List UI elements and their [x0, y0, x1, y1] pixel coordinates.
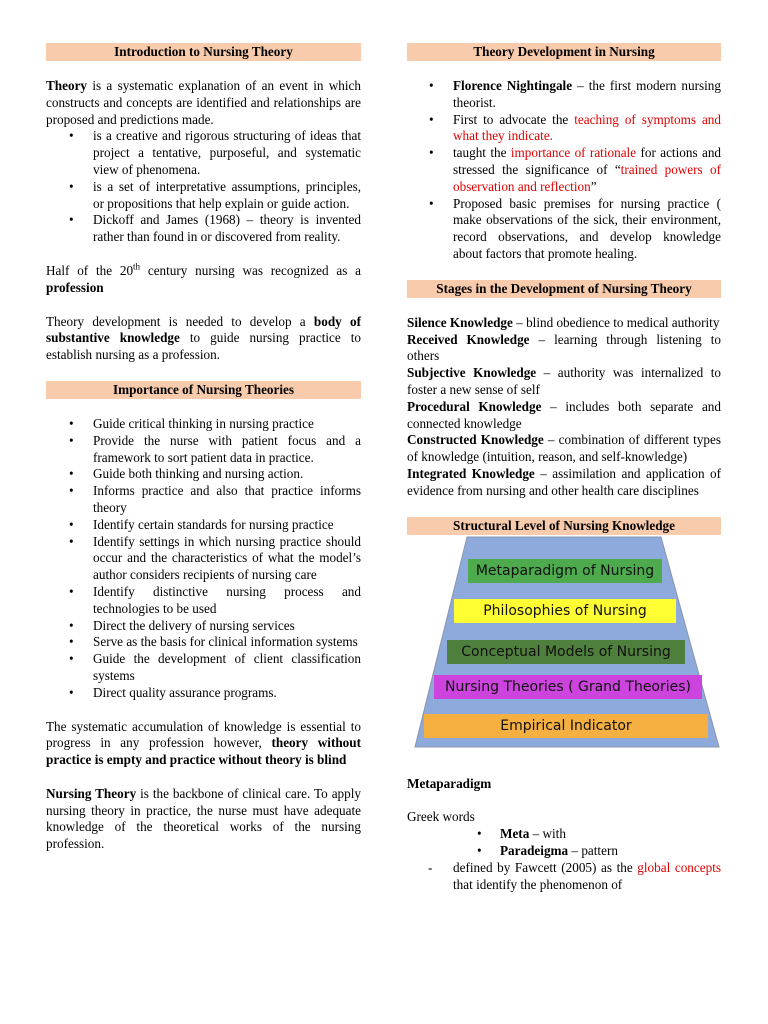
- greek-desc: – pattern: [568, 842, 618, 858]
- level-philosophies: Philosophies of Nursing: [454, 599, 676, 623]
- development-paragraph: [46, 314, 361, 364]
- theory-definition-text: is a systematic explanation of an event in which constructs and concepts are identified and relationships are proposed and predictions made.: [46, 78, 361, 127]
- list-item: • Guide critical thinking in nursing practice: [46, 416, 361, 433]
- theory-definition: [46, 78, 361, 128]
- advocate-text-a: First to advocate the: [453, 111, 575, 127]
- profession-term: profession: [46, 279, 104, 295]
- superscript-th: th: [133, 261, 141, 272]
- stage-item: [407, 432, 721, 466]
- greek-words-intro: Greek words: [407, 809, 475, 825]
- body-knowledge-term: body of substantive knowledge: [46, 313, 361, 346]
- taught-text-b: for actions and stressed the significance of “: [453, 145, 722, 177]
- global-concepts-highlight: global concepts: [637, 859, 721, 875]
- knowledge-pyramid-diagram: [407, 535, 721, 751]
- list-item: [407, 826, 721, 843]
- list-item: • Proposed basic premises for nursing practice ( make observations of the sick, their environment, record observations, and develop knowledge about factors that promote healing.: [407, 196, 721, 263]
- theory-practice-quote: theory without practice is empty and practice without theory is blind: [46, 735, 361, 768]
- nightingale-desc: – the first modern nursing theorist.: [453, 78, 721, 110]
- advocate-text-b: .: [549, 128, 553, 144]
- list-item: [407, 112, 721, 146]
- metaparadigm-title-text: Metaparadigm: [407, 775, 492, 791]
- stage-term: Received Knowledge: [407, 331, 530, 347]
- development-heading: Theory Development in Nursing: [407, 43, 721, 61]
- accumulation-text: The systematic accumulation of knowledge is essential to progress in any profession however,: [46, 718, 361, 751]
- profession-text-a: Half of the 20: [46, 262, 134, 278]
- stage-item: [407, 399, 721, 433]
- level-empirical-indicator: Empirical Indicator: [424, 714, 708, 738]
- list-item: • Identify certain standards for nursing practice: [46, 517, 361, 534]
- list-item: • Informs practice and also that practice informs theory: [46, 483, 361, 517]
- stages-list: [407, 315, 721, 500]
- list-item: • Serve as the basis for clinical information systems: [46, 634, 361, 651]
- greek-words-list: [407, 826, 721, 860]
- level-metaparadigm: Metaparadigm of Nursing: [468, 559, 662, 583]
- stage-term: Integrated Knowledge: [407, 465, 535, 481]
- stage-item: [407, 315, 721, 332]
- left-column: [46, 43, 361, 853]
- stage-term: Silence Knowledge: [407, 314, 513, 330]
- taught-text-a: taught the: [453, 145, 511, 161]
- stage-desc: – includes both separate and connected knowledge: [407, 398, 721, 431]
- fawcett-text-b: that identify the phenomenon of: [453, 876, 623, 892]
- profession-text-b: century nursing was recognized as a: [140, 262, 362, 278]
- importance-bullets: [46, 416, 361, 702]
- list-item: [407, 843, 721, 860]
- stage-item: [407, 365, 721, 399]
- stage-item: [407, 332, 721, 366]
- list-item: • Direct quality assurance programs.: [46, 685, 361, 702]
- list-item: • Identify distinctive nursing process and technologies to be used: [46, 584, 361, 618]
- stage-desc: – authority was internalized to foster a new sense of self: [407, 365, 721, 397]
- fawcett-definition: [407, 860, 721, 894]
- list-item: • Guide both thinking and nursing action.: [46, 466, 361, 483]
- stage-term: Constructed Knowledge: [407, 432, 544, 448]
- stage-term: Procedural Knowledge: [407, 398, 542, 414]
- greek-desc: – with: [529, 826, 566, 842]
- stage-item: [407, 466, 721, 500]
- greek-term: Paradeigma: [500, 842, 569, 858]
- list-item: • Guide the development of client classification systems: [46, 651, 361, 685]
- development-text-b: to guide nursing practice to establish nursing as a profession.: [46, 330, 362, 363]
- list-item: • is a creative and rigorous structuring of ideas that project a tentative, purposeful, and systematic view of phenomena.: [46, 128, 361, 178]
- right-column: [407, 43, 721, 893]
- theory-bullets: [46, 128, 361, 246]
- profession-paragraph: [46, 263, 361, 297]
- nightingale-bullets: [407, 78, 721, 263]
- fawcett-text-a: defined by Fawcett (2005) as the: [453, 859, 638, 875]
- list-item: • Direct the delivery of nursing services: [46, 618, 361, 635]
- nursing-theory-term: Nursing Theory: [46, 785, 137, 801]
- greek-term: Meta: [500, 826, 530, 842]
- list-item: • Provide the nurse with patient focus and a framework to sort patient data in practice.: [46, 433, 361, 467]
- stage-desc: – combination of different types of knowledge (intuition, reason, and self-knowledge): [407, 432, 722, 465]
- list-item: [407, 78, 721, 112]
- backbone-text: is the backbone of clinical care. To apply nursing theory in practice, the nurse must have adequate knowledge of the theoretical works of the nursing profession.: [46, 785, 361, 852]
- list-item: • is a set of interpretative assumptions, principles, or propositions that help explain or guide action.: [46, 179, 361, 213]
- metaparadigm-title: [407, 776, 721, 793]
- symptoms-highlight: teaching of symptoms and what they indicate: [453, 111, 721, 144]
- level-nursing-theories: Nursing Theories ( Grand Theories): [434, 675, 702, 699]
- backbone-paragraph: [46, 786, 361, 853]
- list-item: • Dickoff and James (1968) – theory is invented rather than found in or discovered from reality.: [46, 212, 361, 246]
- accumulation-paragraph: [46, 719, 361, 769]
- level-conceptual-models: Conceptual Models of Nursing: [447, 640, 685, 664]
- stage-term: Subjective Knowledge: [407, 365, 537, 381]
- nightingale-term: Florence Nightingale: [453, 78, 573, 93]
- structural-heading: Structural Level of Nursing Knowledge: [407, 517, 721, 535]
- development-text-a: Theory development is needed to develop a: [46, 313, 314, 329]
- theory-term: Theory: [46, 78, 88, 93]
- taught-text-c: ”: [590, 178, 597, 194]
- stages-heading: Stages in the Development of Nursing Theory: [407, 280, 721, 298]
- list-item: [407, 145, 721, 195]
- stage-desc: – learning through listening to others: [407, 331, 721, 364]
- intro-heading: Introduction to Nursing Theory: [46, 43, 361, 61]
- observation-highlight: trained powers of observation and reflection: [453, 161, 721, 194]
- importance-heading: Importance of Nursing Theories: [46, 381, 361, 399]
- rationale-highlight: importance of rationale: [510, 145, 637, 161]
- stage-desc: – blind obedience to medical authority: [512, 314, 720, 330]
- list-item: • Identify settings in which nursing practice should occur and the characteristics of what the model’s author considers recipients of nursing care: [46, 534, 361, 584]
- stage-desc: – assimilation and application of evidence from nursing and other health care disciplines: [407, 465, 721, 498]
